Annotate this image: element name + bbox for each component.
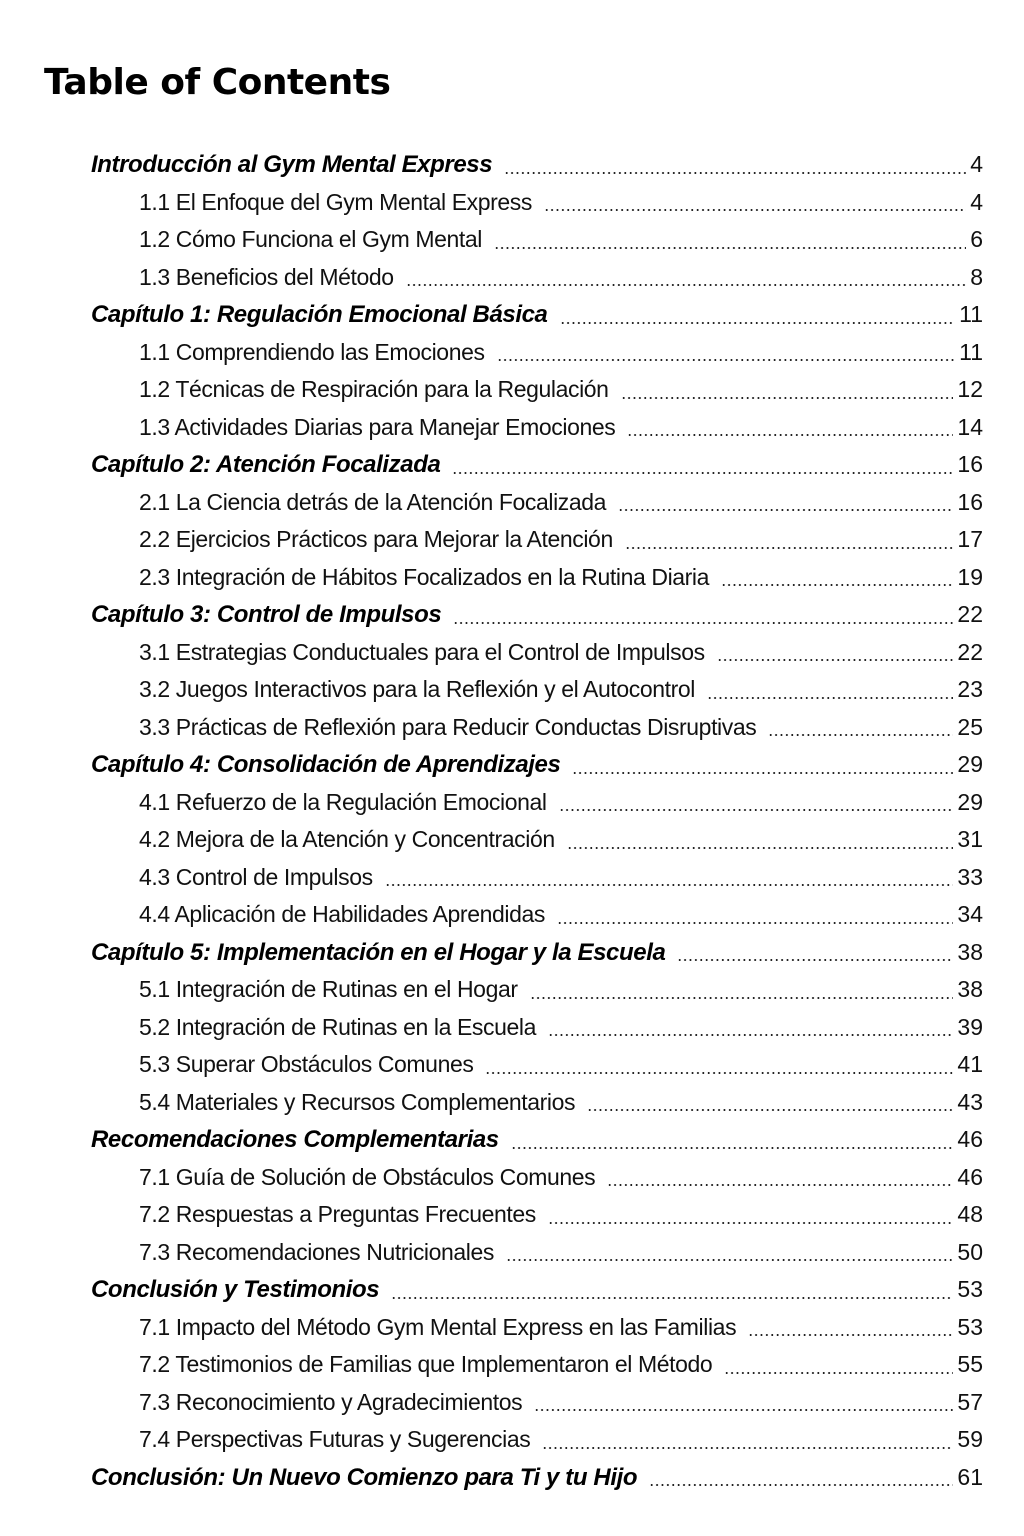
toc-entry-page-number: 23: [957, 676, 983, 702]
dot-leader: [511, 1121, 956, 1159]
toc-entry-label: 1.1 El Enfoque del Gym Mental Express: [139, 188, 533, 215]
toc-entry-label: Capítulo 2: Atención Focalizada: [91, 451, 441, 478]
toc-entry-label: Recomendaciones Complementarias: [91, 1126, 499, 1153]
toc-entry-page-number: 14: [957, 413, 983, 440]
toc-entry-page-number: 6: [970, 226, 983, 252]
toc-entry-label: Capítulo 5: Implementación en el Hogar y la Escuela: [91, 938, 666, 966]
toc-entry-label: 7.3 Recomendaciones Nutricionales: [139, 1238, 495, 1265]
toc-entry-page-number: 43: [957, 1088, 983, 1115]
toc-entry-label: 2.2 Ejercicios Prácticos para Mejorar la Atención: [139, 526, 613, 552]
toc-entry-label: 1.2 Cómo Funciona el Gym Mental: [139, 226, 482, 252]
toc-entry-page-number: 55: [957, 1351, 983, 1377]
toc-chapter-entry[interactable]: [91, 1459, 983, 1497]
toc-section-entry[interactable]: [91, 1009, 983, 1047]
toc-entry-page-number: 19: [957, 563, 983, 590]
toc-entry-label: 7.4 Perspectivas Futuras y Sugerencias: [139, 1426, 531, 1452]
dot-leader: [530, 971, 956, 1009]
toc-entry-label: 7.2 Respuestas a Preguntas Frecuentes: [139, 1201, 536, 1227]
toc-chapter-entry[interactable]: [91, 934, 983, 972]
dot-leader: [559, 784, 956, 822]
toc-chapter-entry[interactable]: [91, 596, 983, 634]
toc-entry-page-number: 11: [959, 338, 983, 365]
toc-section-entry[interactable]: [91, 1046, 983, 1084]
toc-list: [91, 146, 983, 1496]
toc-section-entry[interactable]: [91, 1384, 983, 1422]
toc-entry-label: 4.1 Refuerzo de la Regulación Emocional: [139, 788, 547, 815]
toc-entry-page-number: 11: [959, 301, 983, 327]
toc-section-entry[interactable]: [91, 521, 983, 559]
toc-section-entry[interactable]: [91, 1309, 983, 1347]
dot-leader: [607, 1159, 955, 1197]
toc-entry-page-number: 4: [970, 151, 983, 177]
toc-section-entry[interactable]: [91, 559, 983, 597]
dot-leader: [485, 1046, 955, 1084]
toc-entry-page-number: 31: [957, 826, 983, 852]
dot-leader: [385, 859, 956, 897]
toc-entry-label: 2.1 La Ciencia detrás de la Atención Focalizada: [139, 488, 607, 515]
toc-section-entry[interactable]: [91, 709, 983, 747]
dot-leader: [548, 1009, 955, 1047]
toc-section-entry[interactable]: [91, 1234, 983, 1272]
dot-leader: [768, 709, 955, 747]
dot-leader: [560, 296, 958, 334]
dot-leader: [572, 746, 955, 784]
toc-entry-page-number: 50: [957, 1238, 983, 1265]
dot-leader: [625, 521, 956, 559]
toc-entry-page-number: 8: [970, 263, 983, 290]
toc-entry-label: 4.2 Mejora de la Atención y Concentración: [139, 826, 555, 852]
dot-leader: [497, 334, 958, 372]
toc-entry-page-number: 29: [957, 751, 983, 777]
toc-entry-page-number: 34: [957, 901, 983, 927]
toc-entry-page-number: 38: [957, 938, 983, 965]
toc-entry-page-number: 59: [957, 1426, 983, 1452]
toc-entry-page-number: 38: [957, 976, 983, 1002]
dot-leader: [504, 146, 968, 184]
toc-entry-label: 5.2 Integración de Rutinas en la Escuela: [139, 1013, 536, 1040]
dot-leader: [721, 559, 955, 597]
toc-entry-page-number: 16: [957, 451, 983, 477]
dot-leader: [717, 634, 956, 672]
toc-entry-label: 1.3 Beneficios del Método: [139, 263, 394, 290]
toc-entry-label: 7.3 Reconocimiento y Agradecimientos: [139, 1388, 523, 1415]
toc-entry-label: 1.3 Actividades Diarias para Manejar Emociones: [139, 413, 616, 440]
toc-section-entry[interactable]: [91, 971, 983, 1009]
toc-entry-page-number: 61: [957, 1463, 983, 1490]
dot-leader: [557, 896, 955, 934]
toc-entry-page-number: 41: [957, 1051, 983, 1077]
dot-leader: [548, 1196, 956, 1234]
toc-entry-label: Introducción al Gym Mental Express: [91, 151, 493, 178]
toc-chapter-entry[interactable]: [91, 446, 983, 484]
toc-entry-label: 1.2 Técnicas de Respiración para la Regulación: [139, 376, 609, 402]
toc-entry-page-number: 46: [957, 1126, 983, 1152]
toc-entry-label: 7.1 Impacto del Método Gym Mental Express en las Familias: [139, 1313, 737, 1340]
toc-entry-page-number: 25: [957, 713, 983, 740]
toc-entry-label: 7.1 Guía de Solución de Obstáculos Comunes: [139, 1163, 596, 1190]
toc-entry-page-number: 48: [957, 1201, 983, 1227]
toc-entry-label: 5.3 Superar Obstáculos Comunes: [139, 1051, 474, 1077]
toc-section-entry[interactable]: [91, 1159, 983, 1197]
toc-section-entry[interactable]: [91, 484, 983, 522]
dot-leader: [506, 1234, 955, 1272]
toc-entry-label: 4.3 Control de Impulsos: [139, 863, 373, 890]
dot-leader: [621, 371, 956, 409]
dot-leader: [618, 484, 955, 522]
toc-entry-label: 3.3 Prácticas de Reflexión para Reducir Conductas Disruptivas: [139, 713, 757, 740]
toc-entry-page-number: 12: [957, 376, 983, 402]
toc-entry-label: Capítulo 3: Control de Impulsos: [91, 601, 442, 628]
dot-leader: [406, 259, 969, 297]
toc-section-entry[interactable]: [91, 184, 983, 222]
toc-section-entry[interactable]: [91, 334, 983, 372]
toc-chapter-entry[interactable]: [91, 1121, 983, 1159]
dot-leader: [391, 1271, 955, 1309]
toc-entry-label: Conclusión: Un Nuevo Comienzo para Ti y tu Hijo: [91, 1463, 638, 1491]
toc-entry-page-number: 29: [957, 788, 983, 815]
toc-section-entry[interactable]: [91, 409, 983, 447]
toc-section-entry[interactable]: [91, 1084, 983, 1122]
toc-entry-page-number: 39: [957, 1013, 983, 1040]
toc-entry-label: 7.2 Testimonios de Familias que Implementaron el Método: [139, 1351, 713, 1377]
toc-entry-label: Capítulo 1: Regulación Emocional Básica: [91, 301, 548, 328]
dot-leader: [544, 184, 968, 222]
toc-entry-label: 4.4 Aplicación de Habilidades Aprendidas: [139, 901, 545, 927]
toc-entry-page-number: 16: [957, 488, 983, 515]
dot-leader: [452, 446, 955, 484]
toc-chapter-entry[interactable]: [91, 296, 983, 334]
toc-entry-label: 2.3 Integración de Hábitos Focalizados en la Rutina Diaria: [139, 563, 710, 590]
toc-entry-label: Capítulo 4: Consolidación de Aprendizajes: [91, 751, 561, 778]
page-title: Table of Contents: [44, 62, 391, 103]
toc-entry-page-number: 22: [957, 601, 983, 627]
toc-section-entry[interactable]: [91, 634, 983, 672]
toc-section-entry[interactable]: [91, 259, 983, 297]
dot-leader: [534, 1384, 955, 1422]
toc-section-entry[interactable]: [91, 859, 983, 897]
toc-chapter-entry[interactable]: [91, 146, 983, 184]
toc-entry-label: 3.1 Estrategias Conductuales para el Control de Impulsos: [139, 638, 705, 665]
toc-section-entry[interactable]: [91, 1346, 983, 1384]
dot-leader: [627, 409, 955, 447]
toc-entry-page-number: 57: [957, 1388, 983, 1415]
toc-section-entry[interactable]: [91, 1196, 983, 1234]
toc-entry-page-number: 53: [957, 1276, 983, 1302]
toc-entry-label: 5.1 Integración de Rutinas en el Hogar: [139, 976, 518, 1002]
toc-entry-page-number: 22: [957, 638, 983, 665]
toc-entry-label: 3.2 Juegos Interactivos para la Reflexión y el Autocontrol: [139, 676, 695, 702]
toc-section-entry[interactable]: [91, 671, 983, 709]
toc-entry-page-number: 4: [970, 188, 983, 215]
dot-leader: [453, 596, 955, 634]
toc-entry-page-number: 33: [957, 863, 983, 890]
toc-section-entry[interactable]: [91, 221, 983, 259]
toc-section-entry[interactable]: [91, 896, 983, 934]
dot-leader: [707, 671, 955, 709]
toc-entry-page-number: 17: [957, 526, 983, 552]
toc-section-entry[interactable]: [91, 784, 983, 822]
toc-section-entry[interactable]: [91, 821, 983, 859]
toc-entry-label: Conclusión y Testimonios: [91, 1276, 380, 1303]
toc-section-entry[interactable]: [91, 371, 983, 409]
dot-leader: [567, 821, 956, 859]
toc-entry-label: 1.1 Comprendiendo las Emociones: [139, 338, 485, 365]
dot-leader: [748, 1309, 955, 1347]
dot-leader: [649, 1459, 955, 1497]
toc-entry-page-number: 53: [957, 1313, 983, 1340]
dot-leader: [724, 1346, 955, 1384]
toc-entry-label: 5.4 Materiales y Recursos Complementarios: [139, 1088, 576, 1115]
dot-leader: [542, 1421, 955, 1459]
dot-leader: [677, 934, 955, 972]
dot-leader: [494, 221, 968, 259]
dot-leader: [587, 1084, 955, 1122]
toc-section-entry[interactable]: [91, 1421, 983, 1459]
toc-chapter-entry[interactable]: [91, 1271, 983, 1309]
toc-chapter-entry[interactable]: [91, 746, 983, 784]
toc-entry-page-number: 46: [957, 1163, 983, 1190]
